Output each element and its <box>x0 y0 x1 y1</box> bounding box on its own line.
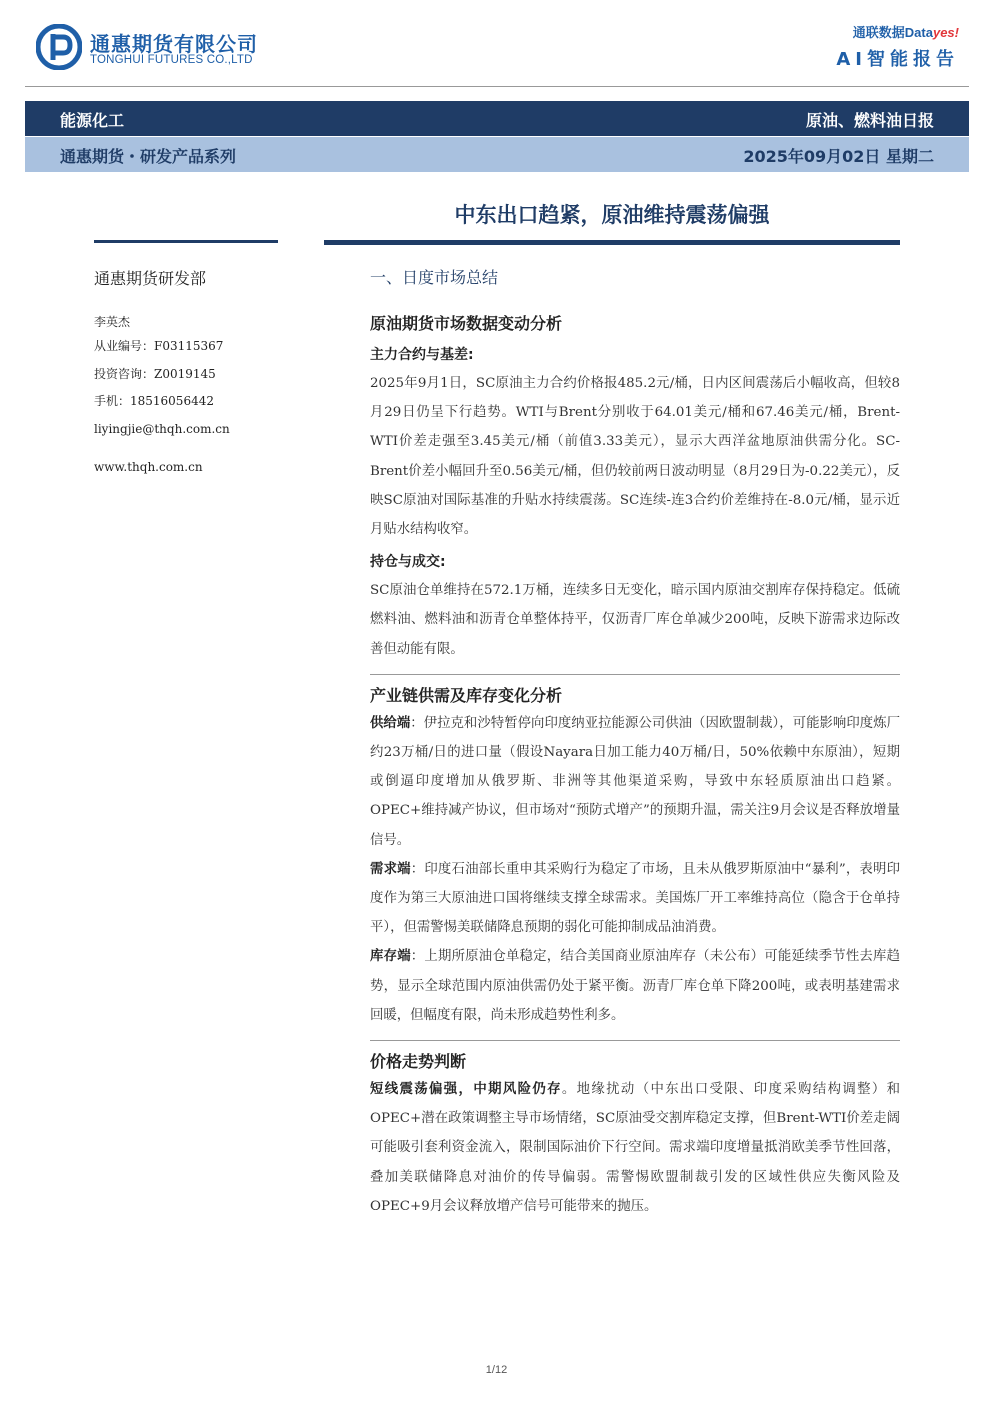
paragraph <box>370 942 900 1030</box>
website-link[interactable]: www.thqh.com.cn <box>94 460 203 474</box>
paragraph: 2025年9月1日，SC原油主力合约价格报485.2元/桶，日内区间震荡后小幅收高，但较8月29日仍呈下行趋势。WTI与Brent分别收于64.01美元/桶和67.46美元/桶，Brent-WTI价差走强至3.45美元/桶（前值3.33美元），显示大西洋盆地原油供需分化。SC-Brent价差小幅回升至0.56美元/桶，但仍较前两日波动明显（8月29日为-0.22美元），反映SC原油对国际基准的升贴水持续震荡。SC连续-连3合约价差维持在-8.0元/桶，显示近月贴水结构收窄。 <box>370 376 900 538</box>
brand-data: Data <box>904 25 933 40</box>
demand-label: 需求端 <box>370 861 411 877</box>
brand-prefix: 通联数据 <box>852 25 905 40</box>
subsection-title: 价格走势判断 <box>370 1052 467 1072</box>
paragraph <box>370 1075 900 1221</box>
price-text: 。地缘扰动（中东出口受限、印度采购结构调整）和OPEC+潜在政策调整主导市场情绪，SC原油受交割库稳定支撑，但Brent-WTI价差走阔可能吸引套利资金流入，限制国际油价下行空间。需求端印度增量抵消欧美季节性回落，叠加美联储降息对油价的传导偏弱。需警惕欧盟制裁引发的区域性供应失衡风险及OPEC+9月会议释放增产信号可能带来的抛压。 <box>370 1082 901 1214</box>
report-type-label: 原油、燃料油日报 <box>805 111 934 130</box>
demand-text: ：印度石油部长重申其采购行为稳定了市场，且未从俄罗斯原油中“暴利”，表明印度作为第三大原油进口国将继续支撑全球需求。美国炼厂开工率维持高位（隐含于仓单持平），但需警惕美联储降息预期的弱化可能抑制成品油消费。 <box>370 861 900 936</box>
supply-text: ：伊拉克和沙特暂停向印度纳亚拉能源公司供油（因欧盟制裁），可能影响印度炼厂约23万桶/日的进口量（假设Nayara日加工能力40万桶/日，50%依赖中东原油），短期或倒逼印度增加从俄罗斯、非洲等其他渠道采购，导致中东轻质原油出口趋紧。OPEC+维持减产协议，但市场对“预防式增产”的预期升温，需关注9月会议是否释放增量信号。 <box>370 715 900 848</box>
paragraph: SC原油仓单维持在572.1万桶，连续多日无变化，暗示国内原油交割库存保持稳定。低硫燃料油、燃料油和沥青仓单整体持平，仅沥青厂库仓单减少200吨，反映下游需求边际改善但动能有限。 <box>370 583 900 657</box>
inventory-label: 库存端 <box>370 949 411 965</box>
report-date: 2025年09月02日 星期二 <box>743 147 934 166</box>
inventory-text: ：上期所原油仓单稳定，结合美国商业原油库存（未公布）可能延续季节性去库趋势，显示全球范围内原油供需仍处于紧平衡。沥青厂库仓单下降200吨，或表明基建需求回暖，但幅度有限，尚未形成趋势性利多。 <box>370 949 901 1023</box>
brand-logo <box>759 22 959 74</box>
page-number: 1/12 <box>485 1364 508 1376</box>
sector-label: 能源化工 <box>60 111 125 130</box>
paragraph <box>370 855 900 943</box>
author-name: 李英杰 <box>94 315 131 329</box>
paragraph-label: 主力合约与基差: <box>370 347 474 363</box>
price-lead: 短线震荡偏强，中期风险仍存 <box>370 1082 562 1098</box>
header-divider <box>25 86 969 87</box>
department-name: 通惠期货研发部 <box>94 269 207 288</box>
ai-report-label: AI智能报告 <box>836 49 959 70</box>
company-logo <box>36 22 276 74</box>
section-divider <box>370 1040 900 1041</box>
paragraph-label: 持仓与成交: <box>370 554 446 571</box>
subsection-title: 原油期货市场数据变动分析 <box>370 314 563 333</box>
company-logo-icon <box>36 24 82 70</box>
license-number: 从业编号：F03115367 <box>94 339 224 353</box>
brand-yes: yes! <box>932 25 959 40</box>
sidebar-divider <box>94 240 278 243</box>
section-heading: 一、日度市场总结 <box>370 268 499 287</box>
company-name-en: TONGHUI FUTURES CO.,LTD <box>90 54 253 66</box>
phone-number: 手机：18516056442 <box>94 394 214 408</box>
author-sidebar <box>94 266 294 474</box>
email-link[interactable]: liyingjie@thqh.com.cn <box>94 421 230 436</box>
supply-label: 供给端 <box>370 715 411 731</box>
page-title: 中东出口趋紧，原油维持震荡偏强 <box>454 203 770 227</box>
section-divider <box>370 674 900 675</box>
title-divider <box>324 240 900 245</box>
paragraph <box>370 709 900 855</box>
banner-primary <box>25 101 969 136</box>
consulting-number: 投资咨询：Z0019145 <box>94 366 216 381</box>
datayes-logo <box>759 22 959 41</box>
banner-secondary <box>25 137 969 172</box>
company-name-cn: 通惠期货有限公司 <box>90 32 258 56</box>
series-label: 通惠期货・研发产品系列 <box>60 147 237 166</box>
report-body <box>370 266 900 1221</box>
subsection-title: 产业链供需及库存变化分析 <box>370 685 563 705</box>
